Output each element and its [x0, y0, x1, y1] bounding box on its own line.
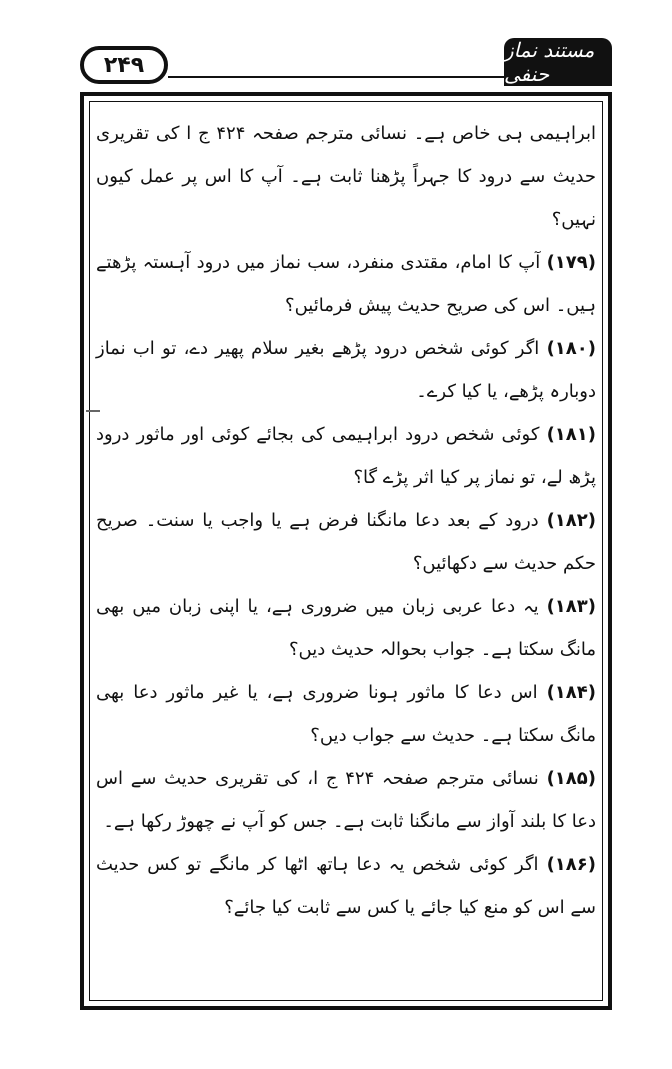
book-title: مستند نماز حنفی [504, 38, 595, 86]
question-183 [96, 585, 596, 671]
page-number-badge [80, 46, 168, 84]
question-number: (۱۸۴) [546, 682, 596, 703]
question-179 [96, 241, 596, 327]
question-number: (۱۸۵) [546, 768, 596, 789]
question-number: (۱۸۱) [546, 424, 596, 445]
question-180 [96, 327, 596, 413]
question-text: درود کے بعد دعا مانگنا فرض ہے یا واجب یا سنت۔ صریح حکم حدیث سے دکھائیں؟ [96, 510, 596, 574]
header-rule [168, 76, 508, 78]
question-text: یہ دعا عربی زبان میں ضروری ہے، یا اپنی زبان میں بھی مانگ سکتا ہے۔ جواب بحوالہ حدیث دیں؟ [96, 596, 596, 660]
question-186 [96, 843, 596, 929]
page-number: ۲۴۹ [103, 52, 145, 78]
question-number: (۱۸۰) [546, 338, 596, 359]
question-184 [96, 671, 596, 757]
question-text: کوئی شخص درود ابراہیمی کی بجائے کوئی اور ماثور درود پڑھ لے، تو نماز پر کیا اثر پڑے گا؟ [96, 424, 596, 488]
book-title-tab [504, 38, 612, 86]
question-number: (۱۷۹) [546, 252, 596, 273]
paragraph-text: ابراہیمی ہی خاص ہے۔ نسائی مترجم صفحہ ۴۲۴ ج ا کی تقریری حدیث سے درود کا جہراً پڑھنا ثابت ہے۔ آپ کا اس پر عمل کیوں نہیں؟ [96, 123, 596, 230]
question-text: آپ کا امام، مقتدی منفرد، سب نماز میں درود آہستہ پڑھتے ہیں۔ اس کی صریح حدیث پیش فرمائیں؟ [96, 252, 596, 316]
question-number: (۱۸۶) [546, 854, 596, 875]
question-text: اگر کوئی شخص درود پڑھے بغیر سلام پھیر دے، تو اب نماز دوبارہ پڑھے، یا کیا کرے۔ [96, 338, 596, 402]
question-text: اگر کوئی شخص یہ دعا ہاتھ اٹھا کر مانگے تو کس حدیث سے اس کو منع کیا جائے یا کس سے ثابت کیا جائے؟ [96, 854, 596, 918]
text-body [96, 112, 596, 929]
question-185 [96, 757, 596, 843]
paragraph-intro [96, 112, 596, 241]
question-181 [96, 413, 596, 499]
question-number: (۱۸۲) [546, 510, 596, 531]
question-text: اس دعا کا ماثور ہونا ضروری ہے، یا غیر ماثور دعا بھی مانگ سکتا ہے۔ حدیث سے جواب دیں؟ [96, 682, 596, 746]
question-text: نسائی مترجم صفحہ ۴۲۴ ج ا، کی تقریری حدیث سے اس دعا کا بلند آواز سے مانگنا ثابت ہے۔ جس کو آپ نے چھوڑ رکھا ہے۔ [96, 768, 596, 832]
question-number: (۱۸۳) [546, 596, 596, 617]
question-182 [96, 499, 596, 585]
